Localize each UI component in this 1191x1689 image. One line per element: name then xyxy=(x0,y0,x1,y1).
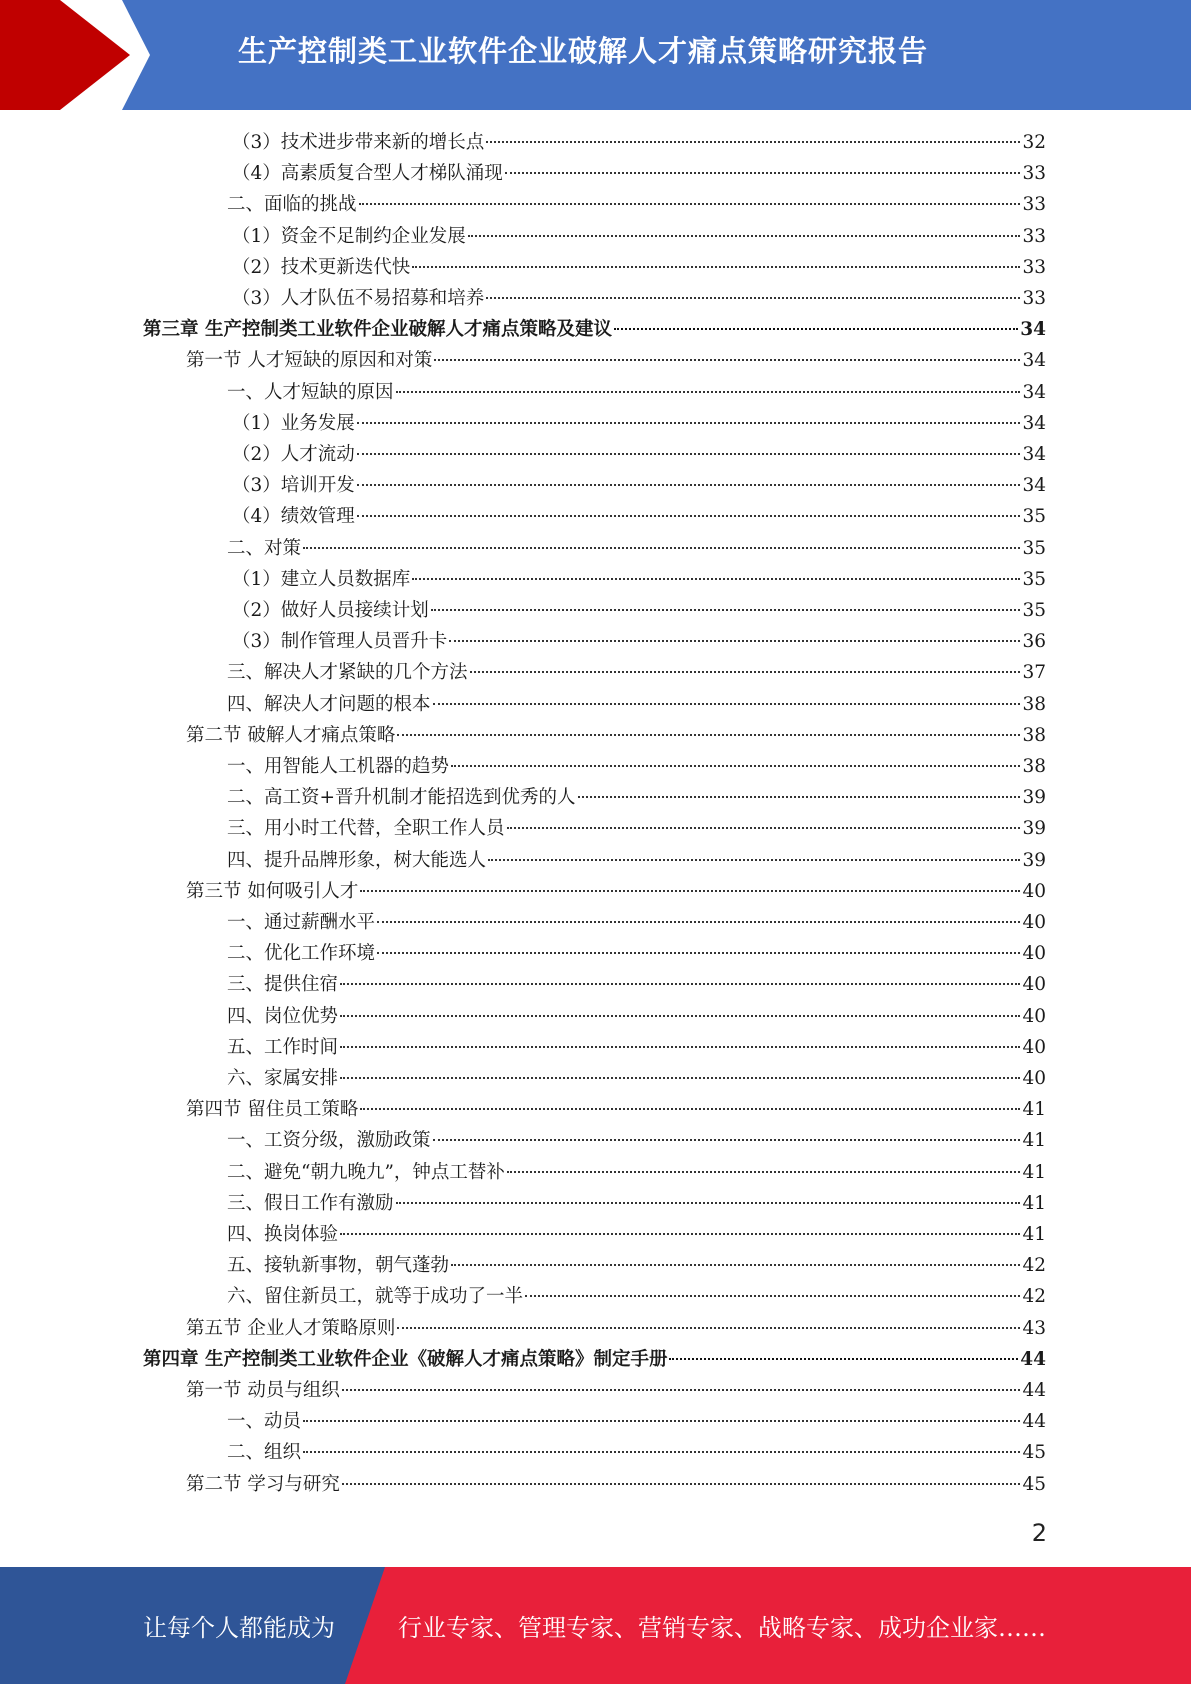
toc-entry-title: 二、面临的挑战 xyxy=(227,194,357,216)
toc-page-number: 42 xyxy=(1022,1286,1046,1308)
toc-entry-title: 三、假日工作有激励 xyxy=(227,1192,394,1214)
toc-entry-title: 二、组织 xyxy=(227,1442,302,1464)
toc-entry-row[interactable] xyxy=(232,221,1046,252)
toc-entry-title: （2）技术更新迭代快 xyxy=(232,256,411,278)
toc-page-number: 44 xyxy=(1020,1348,1046,1370)
toc-dot-leader xyxy=(360,1108,1020,1110)
toc-dot-leader xyxy=(357,515,1021,517)
toc-entry-title: 第二节 学习与研究 xyxy=(186,1473,340,1495)
toc-dot-leader xyxy=(340,1015,1020,1017)
toc-entry-row[interactable] xyxy=(232,564,1046,595)
toc-page-number: 41 xyxy=(1022,1130,1046,1152)
toc-entry-row[interactable] xyxy=(232,595,1046,626)
toc-entry-title: 四、提升品牌形象，树大能选人 xyxy=(227,849,487,871)
toc-entry-row[interactable] xyxy=(227,1250,1046,1281)
toc-entry-row[interactable] xyxy=(232,439,1046,470)
toc-entry-row[interactable] xyxy=(227,1406,1046,1437)
toc-dot-leader xyxy=(434,359,1020,361)
toc-page-number: 34 xyxy=(1020,319,1046,341)
toc-dot-leader xyxy=(342,1483,1021,1485)
toc-entry-title: （3）培训开发 xyxy=(232,475,355,497)
toc-entry-row[interactable] xyxy=(227,533,1046,564)
toc-entry-title: 一、人才短缺的原因 xyxy=(227,381,394,403)
toc-entry-row[interactable] xyxy=(186,876,1046,907)
toc-entry-row[interactable] xyxy=(227,938,1046,969)
toc-dot-leader xyxy=(340,1046,1020,1048)
page-header xyxy=(0,0,1191,110)
toc-entry-title: 一、通过薪酬水平 xyxy=(227,912,376,933)
toc-page-number: 34 xyxy=(1022,412,1046,434)
toc-page-number: 44 xyxy=(1022,1380,1046,1401)
toc-page-number: 39 xyxy=(1022,787,1046,809)
toc-entry-row[interactable] xyxy=(227,969,1046,1000)
toc-entry-title: 三、用小时工代替，全职工作人员 xyxy=(227,818,505,840)
toc-entry-title: （2）做好人员接续计划 xyxy=(232,600,429,621)
toc-dot-leader xyxy=(303,1420,1020,1422)
toc-dot-leader xyxy=(486,141,1020,143)
toc-dot-leader xyxy=(360,890,1020,892)
toc-dot-leader xyxy=(340,1233,1020,1235)
toc-dot-leader xyxy=(357,453,1021,455)
toc-entry-title: 四、换岗体验 xyxy=(227,1224,339,1245)
toc-entry-row[interactable] xyxy=(186,1313,1046,1344)
toc-entry-row[interactable] xyxy=(227,1281,1046,1312)
toc-dot-leader xyxy=(486,297,1020,299)
toc-dot-leader xyxy=(397,1327,1020,1329)
toc-entry-title: 二、避免“朝九晚九”，钟点工替补 xyxy=(227,1161,505,1183)
toc-chapter-row[interactable] xyxy=(143,314,1046,345)
toc-dot-leader xyxy=(377,921,1020,923)
toc-dot-leader xyxy=(303,1451,1020,1453)
toc-dot-leader xyxy=(507,827,1021,829)
toc-entry-title: 第一节 人才短缺的原因和对策 xyxy=(186,350,433,372)
toc-page-number: 33 xyxy=(1022,163,1046,185)
toc-entry-row[interactable] xyxy=(227,1157,1046,1188)
toc-dot-leader xyxy=(433,1139,1021,1141)
toc-dot-leader xyxy=(578,796,1021,798)
toc-dot-leader xyxy=(357,484,1021,486)
toc-dot-leader xyxy=(357,422,1021,424)
toc-entry-title: （1）资金不足制约企业发展 xyxy=(232,225,466,247)
toc-page-number: 40 xyxy=(1022,974,1046,996)
toc-entry-row[interactable] xyxy=(232,127,1046,158)
toc-page-number: 41 xyxy=(1022,1161,1046,1183)
toc-page-number: 38 xyxy=(1022,724,1046,746)
toc-page-number: 45 xyxy=(1022,1442,1046,1464)
toc-dot-leader xyxy=(451,765,1020,767)
toc-page-number: 35 xyxy=(1022,600,1046,621)
toc-entry-row[interactable] xyxy=(227,689,1046,720)
toc-entry-row[interactable] xyxy=(232,252,1046,283)
header-arrow-icon xyxy=(0,0,160,110)
toc-entry-title: （3）人才队伍不易招募和培养 xyxy=(232,288,485,309)
footer-slogan-left: 让每个人都能成为 xyxy=(143,1614,335,1642)
toc-page-number: 41 xyxy=(1022,1192,1046,1214)
toc-entry-row[interactable] xyxy=(227,1437,1046,1468)
toc-entry-row[interactable] xyxy=(227,1001,1046,1032)
toc-page-number: 39 xyxy=(1022,818,1046,840)
toc-dot-leader xyxy=(451,1264,1020,1266)
toc-entry-row[interactable] xyxy=(232,408,1046,439)
toc-entry-row[interactable] xyxy=(227,1219,1046,1250)
toc-entry-title: 二、优化工作环境 xyxy=(227,943,376,965)
toc-entry-title: 一、用智能人工机器的趋势 xyxy=(227,756,450,777)
toc-entry-title: 六、留住新员工，就等于成功了一半 xyxy=(227,1286,524,1308)
toc-page-number: 34 xyxy=(1022,444,1046,465)
toc-entry-row[interactable] xyxy=(232,626,1046,657)
toc-page-number: 37 xyxy=(1022,662,1046,684)
toc-dot-leader xyxy=(433,703,1021,705)
toc-dot-leader xyxy=(396,391,1021,393)
toc-dot-leader xyxy=(396,1202,1021,1204)
toc-entry-title: 四、解决人才问题的根本 xyxy=(227,693,431,715)
toc-dot-leader xyxy=(303,547,1020,549)
toc-page-number: 33 xyxy=(1022,194,1046,216)
toc-entry-row[interactable] xyxy=(232,158,1046,189)
toc-dot-leader xyxy=(488,859,1020,861)
toc-entry-row[interactable] xyxy=(227,657,1046,688)
toc-page-number: 36 xyxy=(1022,631,1046,653)
toc-page-number: 40 xyxy=(1022,1005,1046,1027)
page-footer xyxy=(0,1567,1191,1684)
toc-dot-leader xyxy=(507,1171,1021,1173)
toc-entry-title: 第二节 破解人才痛点策略 xyxy=(186,724,396,746)
toc-page-number: 39 xyxy=(1022,849,1046,871)
toc-page-number: 32 xyxy=(1022,132,1046,153)
toc-entry-row[interactable] xyxy=(227,377,1046,408)
toc-entry-title: 第三章 生产控制类工业软件企业破解人才痛点策略及建议 xyxy=(143,319,612,341)
toc-page-number: 35 xyxy=(1022,568,1046,590)
toc-entry-row[interactable] xyxy=(227,1188,1046,1219)
footer-slogan-right: 行业专家、管理专家、营销专家、战略专家、成功企业家…… xyxy=(398,1614,1046,1642)
toc-entry-row[interactable] xyxy=(186,1375,1046,1406)
toc-page-number: 33 xyxy=(1022,256,1046,278)
toc-dot-leader xyxy=(614,328,1018,330)
toc-dot-leader xyxy=(412,578,1020,580)
toc-dot-leader xyxy=(342,1389,1021,1391)
toc-page-number: 33 xyxy=(1022,288,1046,309)
toc-entry-row[interactable] xyxy=(232,501,1046,532)
toc-page-number: 40 xyxy=(1022,1068,1046,1089)
toc-dot-leader xyxy=(340,1077,1020,1079)
toc-page-number: 45 xyxy=(1022,1473,1046,1495)
toc-page-number: 34 xyxy=(1022,475,1046,497)
toc-entry-title: 一、工资分级，激励政策 xyxy=(227,1130,431,1152)
toc-entry-title: 第三节 如何吸引人才 xyxy=(186,880,359,902)
toc-page-number: 40 xyxy=(1022,1036,1046,1058)
toc-dot-leader xyxy=(669,1358,1018,1360)
toc-entry-title: 一、动员 xyxy=(227,1411,302,1433)
toc-entry-title: 六、家属安排 xyxy=(227,1068,339,1089)
toc-entry-row[interactable] xyxy=(227,189,1046,220)
toc-entry-title: 二、高工资+晋升机制才能招选到优秀的人 xyxy=(227,787,576,809)
toc-dot-leader xyxy=(470,671,1021,673)
toc-entry-title: 三、解决人才紧缺的几个方法 xyxy=(227,662,468,684)
toc-page-number: 34 xyxy=(1022,381,1046,403)
toc-entry-title: 三、提供住宿 xyxy=(227,974,339,996)
toc-page-number: 42 xyxy=(1022,1255,1046,1277)
toc-page-number: 41 xyxy=(1022,1099,1046,1121)
toc-entry-row[interactable] xyxy=(227,907,1046,938)
report-title: 生产控制类工业软件企业破解人才痛点策略研究报告 xyxy=(238,34,929,68)
toc-entry-title: 第四节 留住员工策略 xyxy=(186,1099,359,1121)
toc-entry-title: （3）制作管理人员晋升卡 xyxy=(232,631,448,653)
toc-page-number: 38 xyxy=(1022,756,1046,777)
toc-dot-leader xyxy=(397,734,1020,736)
toc-entry-row[interactable] xyxy=(227,845,1046,876)
toc-page-number: 40 xyxy=(1022,943,1046,965)
toc-entry-row[interactable] xyxy=(227,1063,1046,1094)
toc-dot-leader xyxy=(468,235,1021,237)
toc-entry-row[interactable] xyxy=(186,720,1046,751)
toc-entry-title: 第五节 企业人才策略原则 xyxy=(186,1317,396,1339)
toc-entry-title: （1）业务发展 xyxy=(232,412,355,434)
toc-dot-leader xyxy=(505,172,1021,174)
toc-page-number: 43 xyxy=(1022,1317,1046,1339)
toc-entry-row[interactable] xyxy=(186,1094,1046,1125)
toc-entry-title: （4）绩效管理 xyxy=(232,506,355,528)
toc-entry-title: 第一节 动员与组织 xyxy=(186,1380,340,1401)
toc-dot-leader xyxy=(525,1295,1020,1297)
toc-entry-row[interactable] xyxy=(227,782,1046,813)
toc-entry-title: 第四章 生产控制类工业软件企业《破解人才痛点策略》制定手册 xyxy=(143,1348,668,1370)
toc-page-number: 40 xyxy=(1022,880,1046,902)
toc-chapter-row[interactable] xyxy=(143,1344,1046,1375)
toc-entry-row[interactable] xyxy=(227,1032,1046,1063)
toc-entry-title: 四、岗位优势 xyxy=(227,1005,339,1027)
toc-entry-title: 五、工作时间 xyxy=(227,1036,339,1058)
toc-page-number: 44 xyxy=(1022,1411,1046,1433)
toc-page-number: 34 xyxy=(1022,350,1046,372)
toc-entry-row[interactable] xyxy=(232,283,1046,314)
toc-entry-title: （4）高素质复合型人才梯队涌现 xyxy=(232,163,503,185)
toc-entry-title: （3）技术进步带来新的增长点 xyxy=(232,132,485,153)
toc-dot-leader xyxy=(412,266,1020,268)
page-number: 2 xyxy=(1031,1519,1047,1547)
toc-dot-leader xyxy=(377,952,1020,954)
toc-page-number: 41 xyxy=(1022,1224,1046,1245)
toc-dot-leader xyxy=(340,983,1020,985)
toc-entry-row[interactable] xyxy=(227,1125,1046,1156)
toc-entry-title: （2）人才流动 xyxy=(232,444,355,465)
toc-dot-leader xyxy=(449,640,1020,642)
toc-page-number: 33 xyxy=(1022,225,1046,247)
toc-page-number: 35 xyxy=(1022,506,1046,528)
toc-entry-row[interactable] xyxy=(227,813,1046,844)
toc-page-number: 38 xyxy=(1022,693,1046,715)
toc-dot-leader xyxy=(431,609,1021,611)
toc-entry-title: 五、接轨新事物，朝气蓬勃 xyxy=(227,1255,450,1277)
toc-dot-leader xyxy=(359,203,1021,205)
toc-entry-title: 二、对策 xyxy=(227,537,302,559)
toc-page-number: 40 xyxy=(1022,912,1046,933)
toc-entry-row[interactable] xyxy=(227,751,1046,782)
toc-entry-row[interactable] xyxy=(186,1469,1046,1500)
toc-entry-row[interactable] xyxy=(232,470,1046,501)
toc-entry-row[interactable] xyxy=(186,345,1046,376)
toc-entry-title: （1）建立人员数据库 xyxy=(232,568,411,590)
toc-page-number: 35 xyxy=(1022,537,1046,559)
